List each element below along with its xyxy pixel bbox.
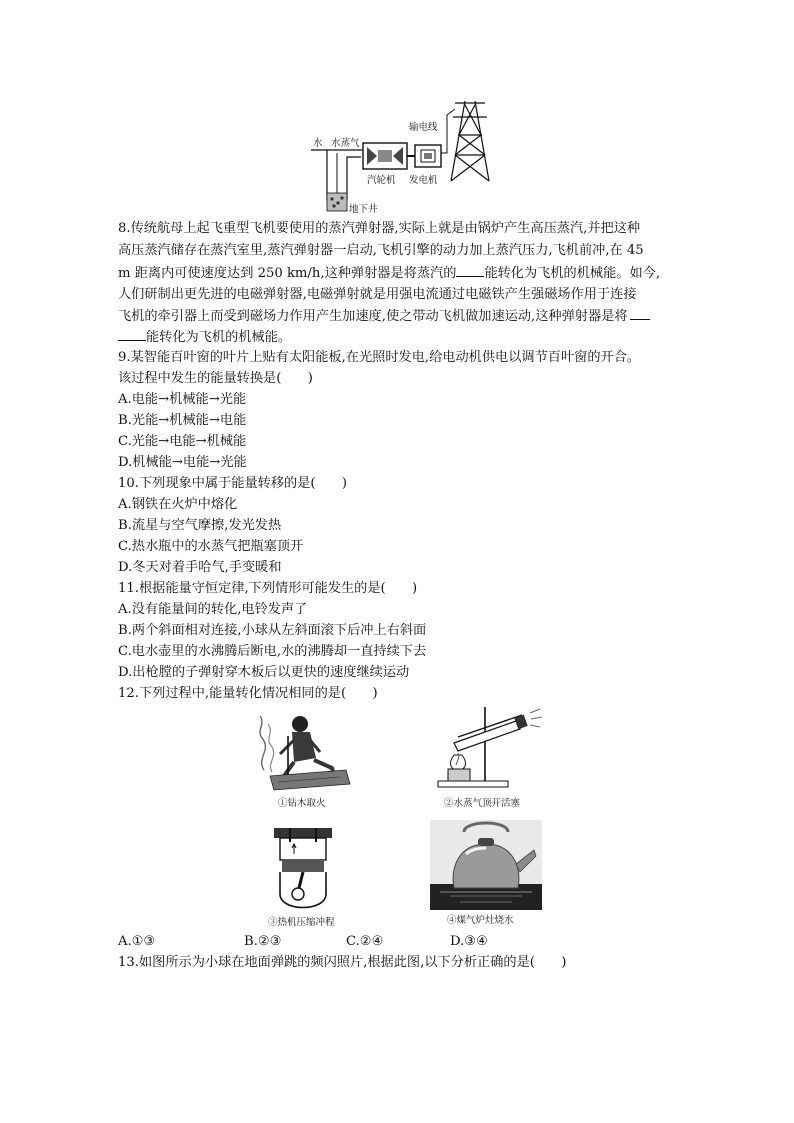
power-line-label: 输电线 xyxy=(409,122,438,133)
q9-option-c[interactable]: C.光能→电能→机械能 xyxy=(118,434,247,449)
q11-option-a[interactable]: A.没有能量间的转化,电铃发声了 xyxy=(118,602,308,617)
q11-option-b[interactable]: B.两个斜面相对连接,小球从左斜面滚下后冲上右斜面 xyxy=(118,623,427,638)
q9-option-a[interactable]: A.电能→机械能→光能 xyxy=(118,392,247,407)
fig-compression-stroke xyxy=(268,824,338,912)
fig-caption-1: ①钻木取火 xyxy=(278,798,326,809)
steam-label: 水蒸气 xyxy=(331,138,360,149)
q9-line-2: 该过程中发生的能量转换是( ) xyxy=(118,371,313,386)
fig-caption-2: ②水蒸气顶开活塞 xyxy=(444,798,521,809)
compression-stroke-drawing xyxy=(268,824,338,912)
q8-answer-blank-1[interactable] xyxy=(456,262,484,277)
generator-label: 发电机 xyxy=(409,175,438,186)
q8-line-6-text: 能转化为飞机的机械能。 xyxy=(146,330,292,345)
q8-line-3a: m 距离内可使速度达到 250 km/h,这种弹射器是将蒸汽的 xyxy=(118,266,457,281)
q8-line-1: 8.传统航母上起飞重型飞机要使用的蒸汽弹射器,实际上就是由锅炉产生高压蒸汽,并把这种 xyxy=(118,221,641,236)
q8-line-3b: 能转化为飞机的机械能。如今, xyxy=(484,266,661,281)
q10-stem: 10.下列现象中属于能量转移的是( ) xyxy=(118,476,348,491)
q12-option-d[interactable]: D.③④ xyxy=(450,934,488,949)
q12-option-c[interactable]: C.②④ xyxy=(346,934,384,949)
fig-caption-4: ④煤气炉灶烧水 xyxy=(447,915,514,926)
q8-line-6 xyxy=(118,326,291,348)
q11-option-c[interactable]: C.电水壶里的水沸腾后断电,水的沸腾却一直持续下去 xyxy=(118,644,427,659)
underground-well-label: 地下井 xyxy=(349,204,378,215)
q10-option-c[interactable]: C.热水瓶中的水蒸气把瓶塞顶开 xyxy=(118,539,304,554)
fig-steam-test-tube xyxy=(430,703,545,795)
q10-option-d[interactable]: D.冬天对着手哈气,手变暖和 xyxy=(118,560,282,575)
q12-option-b[interactable]: B.②③ xyxy=(244,934,282,949)
fig-kettle-photo xyxy=(430,820,542,910)
power-plant-diagram xyxy=(305,95,505,217)
drilling-wood-drawing xyxy=(250,710,360,795)
water-label: 水 xyxy=(313,138,323,149)
q9-option-d[interactable]: D.机械能→电能→光能 xyxy=(118,455,247,470)
q8-line-4: 人们研制出更先进的电磁弹射器,电磁弹射就是用强电流通过电磁铁产生强磁场作用于连接 xyxy=(118,287,637,302)
turbine-label: 汽轮机 xyxy=(367,175,396,186)
q12-stem: 12.下列过程中,能量转化情况相同的是( ) xyxy=(118,686,378,701)
power-plant-drawing xyxy=(305,95,505,217)
q8-answer-blank-2a[interactable] xyxy=(630,305,650,320)
q10-option-b[interactable]: B.流星与空气摩擦,发光发热 xyxy=(118,518,282,533)
q8-answer-blank-2b[interactable] xyxy=(118,326,146,341)
q13-stem: 13.如图所示为小球在地面弹跳的频闪照片,根据此图,以下分析正确的是( ) xyxy=(118,955,567,970)
q10-option-a[interactable]: A.钢铁在火炉中熔化 xyxy=(118,497,238,512)
fig-drilling-wood xyxy=(250,710,360,795)
q11-stem: 11.根据能量守恒定律,下列情形可能发生的是( ) xyxy=(118,581,418,596)
q9-option-b[interactable]: B.光能→机械能→电能 xyxy=(118,413,247,428)
q8-line-2: 高压蒸汽储存在蒸汽室里,蒸汽弹射器一启动,飞机引擎的动力加上蒸汽压力,飞机前冲,在 45 xyxy=(118,243,644,258)
q12-option-a[interactable]: A.①③ xyxy=(118,934,156,949)
q8-line-5 xyxy=(118,305,650,327)
q9-line-1: 9.某智能百叶窗的叶片上贴有太阳能板,在光照时发电,给电动机供电以调节百叶窗的开合。 xyxy=(118,350,641,365)
steam-test-tube-drawing xyxy=(430,703,545,795)
fig-caption-3: ③热机压缩冲程 xyxy=(268,917,335,928)
q8-line-5-text: 飞机的牵引器上而受到磁场力作用产生加速度,使之带动飞机做加速运动,这种弹射器是将 xyxy=(118,309,628,324)
kettle-drawing xyxy=(430,820,542,910)
q8-line-3 xyxy=(118,262,660,284)
q11-option-d[interactable]: D.出枪膛的子弹射穿木板后以更快的速度继续运动 xyxy=(118,665,410,680)
